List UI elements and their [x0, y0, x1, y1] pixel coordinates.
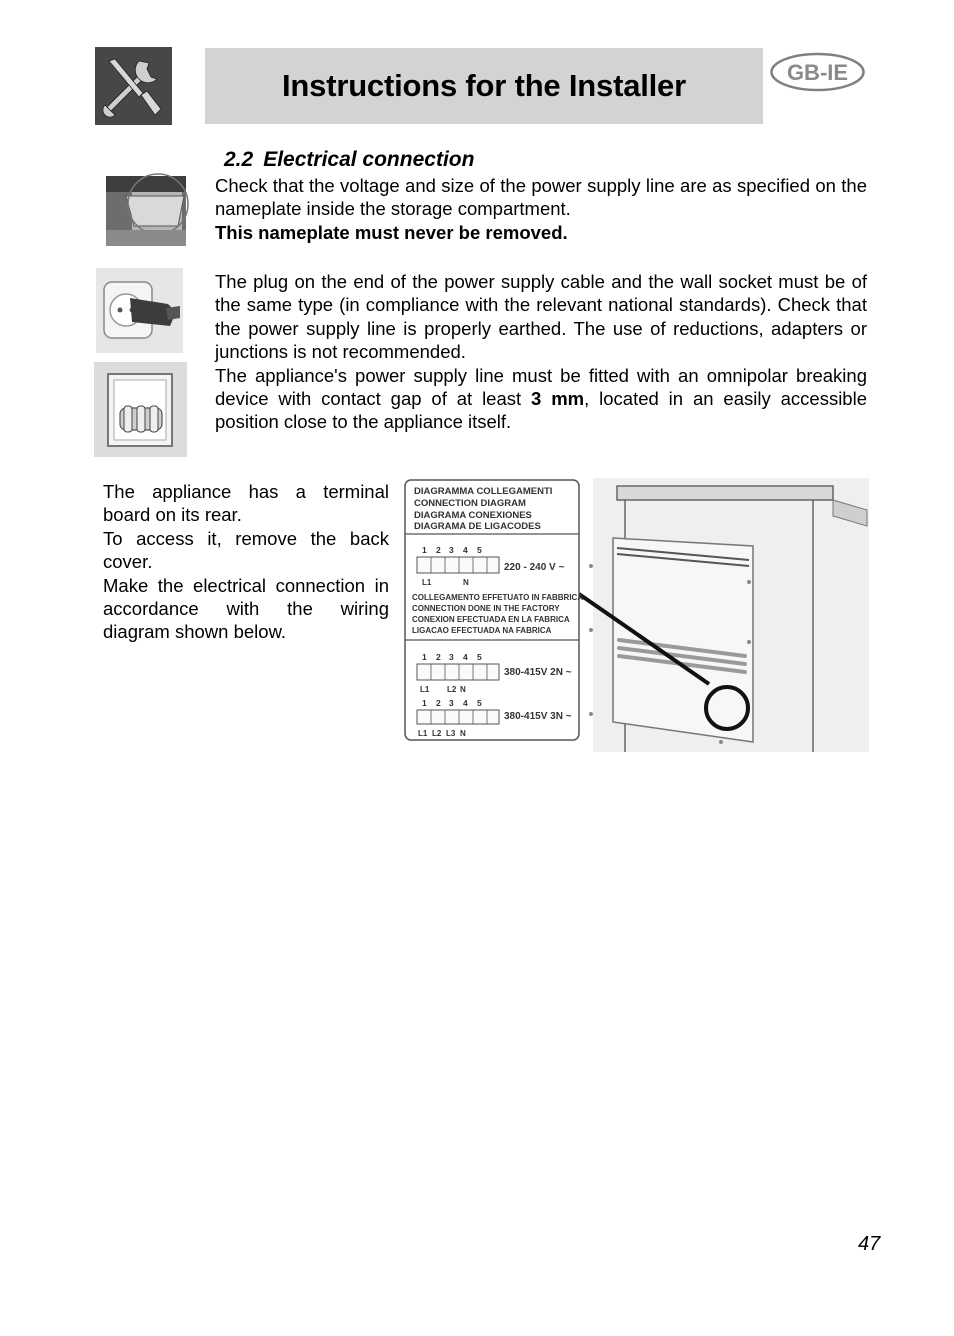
terminal-number: 4 — [463, 652, 468, 662]
page-number: 47 — [858, 1233, 881, 1255]
factory-note-es: CONEXION EFECTUADA EN LA FABRICA — [412, 615, 570, 624]
section-number: 2.2 — [224, 148, 254, 171]
factory-note-en: CONNECTION DONE IN THE FACTORY — [412, 604, 560, 613]
terminal-label: L2 — [447, 685, 457, 694]
voltage-2n: 380-415V 2N ~ — [504, 667, 572, 678]
terminal-label: L1 — [418, 729, 428, 738]
language-badge — [769, 52, 866, 92]
terminal-number: 4 — [463, 698, 468, 708]
installer-tools-icon — [95, 47, 172, 125]
factory-note-pt: LIGACAO EFECTUADA NA FABRICA — [412, 626, 552, 635]
terminal-number: 2 — [436, 652, 441, 662]
terminal-number: 4 — [463, 545, 468, 555]
terminal-number: 1 — [422, 698, 427, 708]
voltage-220: 220 - 240 V ~ — [504, 562, 565, 573]
breaker-text-after: , located in an easily accessible position close to the appliance itself. — [215, 388, 867, 433]
connection-diagram-panel — [405, 480, 583, 740]
terminal-number: 2 — [436, 545, 441, 555]
factory-note-it: COLLEGAMENTO EFFETUATO IN FABBRICA — [412, 593, 584, 602]
terminal-number: 5 — [477, 698, 482, 708]
diagram-title-es: DIAGRAMA CONEXIONES — [414, 510, 532, 521]
terminal-label: N — [460, 729, 466, 738]
section-title: Electrical connection — [263, 148, 475, 171]
section-heading — [224, 148, 474, 172]
wiring-instruction-text: Make the electrical connection in accordance with the wiring diagram shown below. — [103, 574, 389, 643]
storage-compartment-image — [104, 170, 190, 248]
paragraph-nameplate — [215, 174, 867, 244]
nameplate-warning: This nameplate must never be removed. — [215, 221, 568, 243]
plug-socket-text: The plug on the end of the power supply cable and the wall socket must be of the same type (in compliance with the relevant national standards). Check that the power supply line is properly earthed. The use of reductions, adapters or junctions is not recommended. — [215, 271, 867, 363]
wiring-diagram-figure — [403, 478, 869, 752]
contact-gap-value: 3 mm — [531, 388, 585, 410]
back-cover-text: To access it, remove the back cover. — [103, 527, 389, 573]
breaker-text-before: The appliance's power supply line must be fitted with an omnipolar breaking device with contact gap of at least — [215, 364, 867, 410]
terminal-label: L1 — [420, 685, 430, 694]
breaker-switch-image — [94, 362, 187, 457]
paragraph-plug-socket — [215, 270, 867, 434]
appliance-rear-illustration — [579, 478, 869, 752]
diagram-title-pt: DIAGRAMA DE LIGACODES — [414, 521, 541, 532]
terminal-number: 3 — [449, 698, 454, 708]
terminal-number: 1 — [422, 545, 427, 555]
terminal-number: 2 — [436, 698, 441, 708]
diagram-title-en: CONNECTION DIAGRAM — [414, 498, 526, 509]
paragraph-terminal-board — [103, 480, 389, 644]
terminal-number: 1 — [422, 652, 427, 662]
terminal-label: N — [460, 685, 466, 694]
terminal-label: N — [463, 578, 469, 587]
terminal-label: L2 — [432, 729, 442, 738]
terminal-label: L3 — [446, 729, 456, 738]
page-title: Instructions for the Installer — [282, 68, 686, 103]
header-bar — [205, 48, 763, 124]
language-code: GB-IE — [786, 60, 849, 85]
terminal-number: 3 — [449, 652, 454, 662]
terminal-number: 3 — [449, 545, 454, 555]
terminal-number: 5 — [477, 545, 482, 555]
diagram-title-it: DIAGRAMMA COLLEGAMENTI — [414, 486, 553, 497]
plug-socket-image — [96, 268, 183, 353]
terminal-number: 5 — [477, 652, 482, 662]
terminal-board-text: The appliance has a terminal board on its rear. — [103, 481, 389, 526]
terminal-label: L1 — [422, 578, 432, 587]
nameplate-text: Check that the voltage and size of the power supply line are as specified on the nameplate inside the storage compartment. — [215, 175, 867, 220]
voltage-3n: 380-415V 3N ~ — [504, 711, 572, 722]
